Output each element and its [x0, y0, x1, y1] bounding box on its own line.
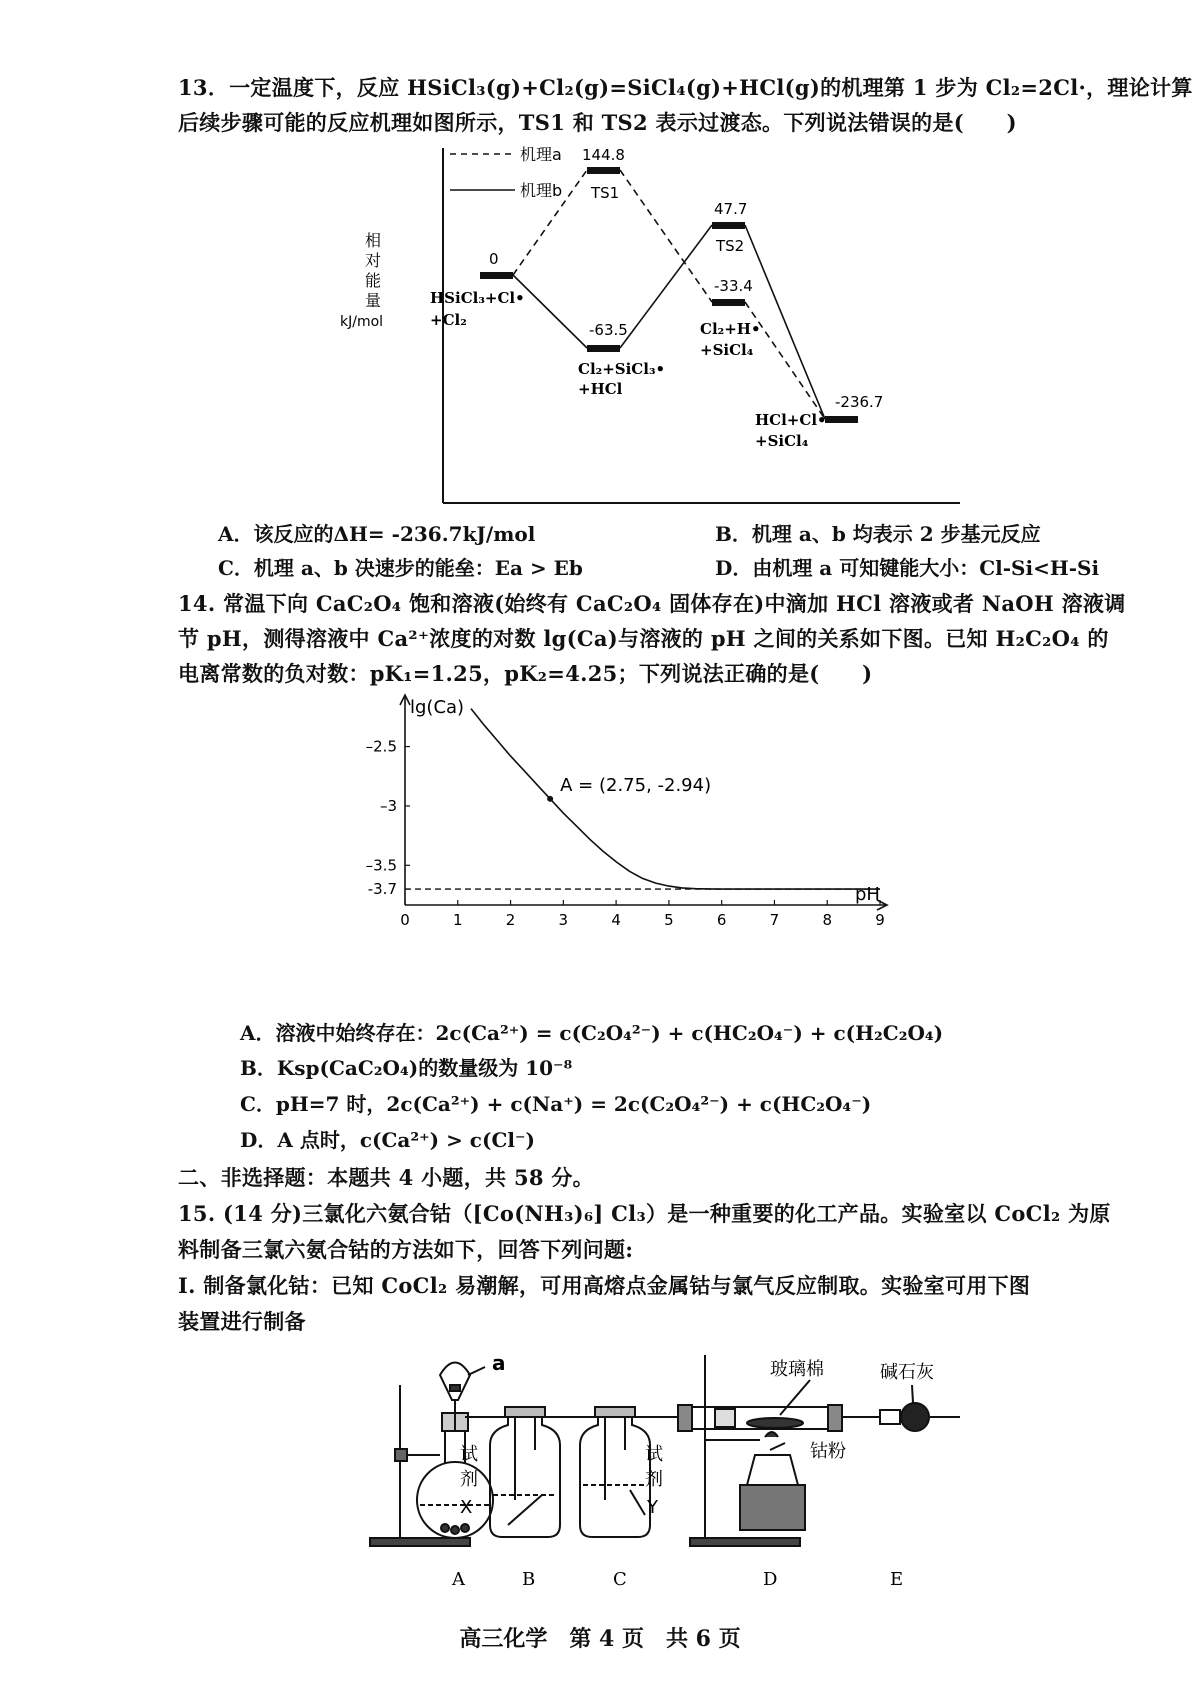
q14-line2: 节 pH，测得溶液中 Ca²⁺浓度的对数 lg(Ca)与溶液的 pH 之间的关系如下图。已知 H₂C₂O₄ 的 [178, 626, 1109, 651]
point-a-label: A = (2.75, -2.94) [560, 774, 712, 796]
q14-option-d[interactable]: D．A 点时，c(Ca²⁺) > c(Cl⁻) [240, 1128, 535, 1152]
x-tick-label: 8 [822, 911, 832, 929]
q13-option-d[interactable]: D．由机理 a 可知键能大小：Cl-Si<H-Si [715, 556, 1100, 580]
q14-option-c[interactable]: C．pH=7 时，2c(Ca²⁺) + c(Na⁺) = 2c(C₂O₄²⁻) + c(HC₂O₄⁻) [240, 1092, 872, 1116]
species-0b: +Cl₂ [430, 311, 467, 329]
q15-line4: 装置进行制备 [178, 1309, 306, 1334]
section2-heading: 二、非选择题：本题共 4 小题，共 58 分。 [178, 1165, 594, 1190]
label-glass-wool: 玻璃棉 [770, 1359, 824, 1380]
ylabel-3: 能 [365, 271, 382, 290]
x-tick-label: 0 [400, 911, 410, 929]
value-m236: -236.7 [835, 393, 884, 411]
species-m33a: Cl₂+H• [700, 320, 761, 338]
label-reagent-x-3: X [460, 1497, 473, 1518]
q15-line3: Ⅰ. 制备氯化钴：已知 CoCl₂ 易潮解，可用高熔点金属钴与氯气反应制取。实验室可用下图 [178, 1273, 1031, 1298]
species-m236b: +SiCl₄ [755, 432, 809, 450]
species-0a: HSiCl₃+Cl• [430, 289, 525, 307]
q13-line2: 后续步骤可能的反应机理如图所示，TS1 和 TS2 表示过渡态。下列说法错误的是( ) [178, 110, 1017, 135]
mechanism-b-path [513, 225, 825, 419]
x-tick-label: 3 [558, 911, 569, 929]
page-footer: 高三化学 第 4 页 共 6 页 [459, 1626, 741, 1652]
q13-option-c[interactable]: C．机理 a、b 决速步的能垒：Ea > Eb [218, 556, 583, 580]
unit-e: E [890, 1569, 904, 1590]
x-tick-label: 4 [611, 911, 621, 929]
species-m63b: +HCl [578, 380, 623, 398]
q14-option-b[interactable]: B．Ksp(CaC₂O₄)的数量级为 10⁻⁸ [240, 1056, 573, 1080]
species-m33b: +SiCl₄ [700, 341, 754, 359]
legend-a-label: 机理a [520, 145, 562, 164]
y-tick-label: –3.5 [365, 856, 397, 875]
chart-xlabel: pH [855, 884, 880, 905]
value-ts2: 47.7 [714, 200, 748, 218]
x-tick-label: 1 [453, 911, 463, 929]
label-a: a [492, 1351, 506, 1375]
point-a [547, 796, 553, 802]
mechanism-a-path [513, 170, 825, 419]
label-cobalt-powder: 钴粉 [810, 1441, 846, 1462]
label-reagent-x-1: 试 [460, 1444, 478, 1465]
q14-line3: 电离常数的负对数：pK₁=1.25，pK₂=4.25；下列说法正确的是( ) [178, 661, 873, 686]
label-soda-lime: 碱石灰 [880, 1362, 934, 1383]
q14-line1: 14. 常温下向 CaC₂O₄ 饱和溶液(始终有 CaC₂O₄ 固体存在)中滴加 HCl 溶液或者 NaOH 溶液调 [178, 591, 1126, 616]
lgca-ph-chart [365, 695, 965, 1005]
y-tick-label: –2.5 [365, 737, 397, 756]
level-m236 [825, 416, 858, 423]
y-tick-label: -3.7 [367, 880, 397, 899]
level-ts1 [587, 167, 620, 174]
label-reagent-x-2: 剂 [460, 1469, 478, 1490]
x-tick-label: 5 [664, 911, 674, 929]
level-m33 [712, 299, 745, 306]
value-ts1: 144.8 [582, 146, 625, 164]
q15-line2: 料制备三氯六氨合钴的方法如下，回答下列问题: [178, 1237, 634, 1262]
label-reagent-y-2: 剂 [645, 1469, 663, 1490]
level-m63 [587, 345, 620, 352]
value-0: 0 [489, 250, 499, 268]
species-m63a: Cl₂+SiCl₃• [578, 360, 666, 378]
apparatus-diagram [360, 1345, 1000, 1600]
q13-option-a[interactable]: A．该反应的ΔH= -236.7kJ/mol [218, 522, 536, 546]
legend-b-label: 机理b [520, 181, 563, 200]
y-tick-label: –3 [379, 796, 397, 815]
q14-option-a[interactable]: A．溶液中始终存在：2c(Ca²⁺) = c(C₂O₄²⁻) + c(HC₂O₄⁻) + c(H₂C₂O₄) [240, 1021, 944, 1045]
q13-line1: 13．一定温度下，反应 HSiCl₃(g)+Cl₂(g)=SiCl₄(g)+HCl(g)的机理第 1 步为 Cl₂=2Cl·，理论计算 [178, 75, 1193, 100]
ylabel-1: 相 [365, 231, 382, 250]
name-ts1: TS1 [591, 184, 620, 202]
value-m33: -33.4 [714, 277, 753, 295]
ylabel-4: 量 [365, 291, 382, 310]
unit-d: D [763, 1569, 778, 1590]
energy-diagram [330, 138, 970, 513]
x-tick-label: 7 [769, 911, 780, 929]
x-tick-label: 6 [716, 911, 727, 929]
series-curve [471, 709, 880, 890]
label-reagent-y-3: Y [647, 1497, 658, 1518]
value-m63: -63.5 [589, 321, 628, 339]
unit-b: B [522, 1569, 536, 1590]
species-m236a: HCl+Cl• [755, 411, 827, 429]
ylabel-unit: kJ/mol [340, 314, 384, 330]
ylabel-2: 对 [365, 251, 382, 270]
level-0 [480, 272, 513, 279]
unit-a: A [452, 1569, 465, 1590]
q13-option-b[interactable]: B．机理 a、b 均表示 2 步基元反应 [715, 522, 1041, 546]
q15-line1: 15. (14 分)三氯化六氨合钴（[Co(NH₃)₆] Cl₃）是一种重要的化工产品。实验室以 CoCl₂ 为原 [178, 1201, 1111, 1226]
unit-c: C [613, 1569, 627, 1590]
x-tick-label: 9 [875, 911, 885, 929]
name-ts2: TS2 [716, 237, 745, 255]
x-tick-label: 2 [505, 911, 516, 929]
label-reagent-y-1: 试 [645, 1444, 663, 1465]
chart-ylabel: lg(Ca) [410, 697, 465, 718]
level-ts2 [712, 222, 745, 229]
